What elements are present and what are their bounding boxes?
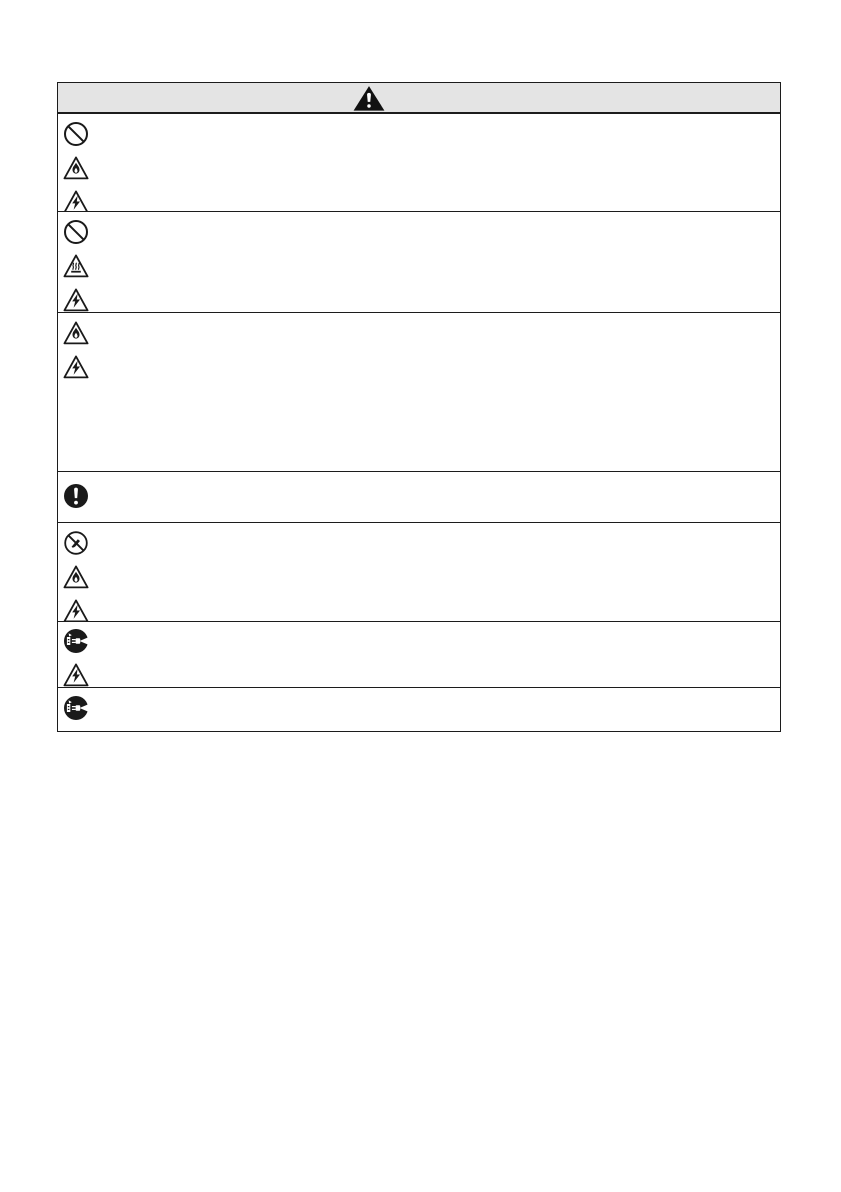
table-row: [58, 688, 780, 731]
electric-shock-icon: [63, 287, 89, 313]
mandatory-action-icon: [63, 483, 89, 509]
table-row: [58, 523, 780, 622]
fire-warning-icon: [63, 320, 89, 346]
table-row: [58, 313, 780, 472]
unplug-icon: [63, 695, 89, 721]
safety-warning-table: [57, 82, 781, 732]
table-row: [58, 212, 780, 313]
no-touch-icon: [63, 530, 89, 556]
prohibition-icon: [63, 219, 89, 245]
electric-shock-icon: [63, 354, 89, 380]
table-row: [58, 472, 780, 523]
fire-warning-icon: [63, 155, 89, 181]
electric-shock-icon: [63, 598, 89, 624]
electric-shock-icon: [63, 662, 89, 688]
table-rows: [58, 114, 780, 731]
table-row: [58, 622, 780, 688]
warning-triangle-icon: [352, 85, 386, 112]
unplug-icon: [63, 628, 89, 654]
fire-warning-icon: [63, 564, 89, 590]
hot-surface-icon: [63, 253, 89, 279]
prohibition-icon: [63, 121, 89, 147]
warning-header: [58, 83, 780, 114]
table-row: [58, 114, 780, 212]
